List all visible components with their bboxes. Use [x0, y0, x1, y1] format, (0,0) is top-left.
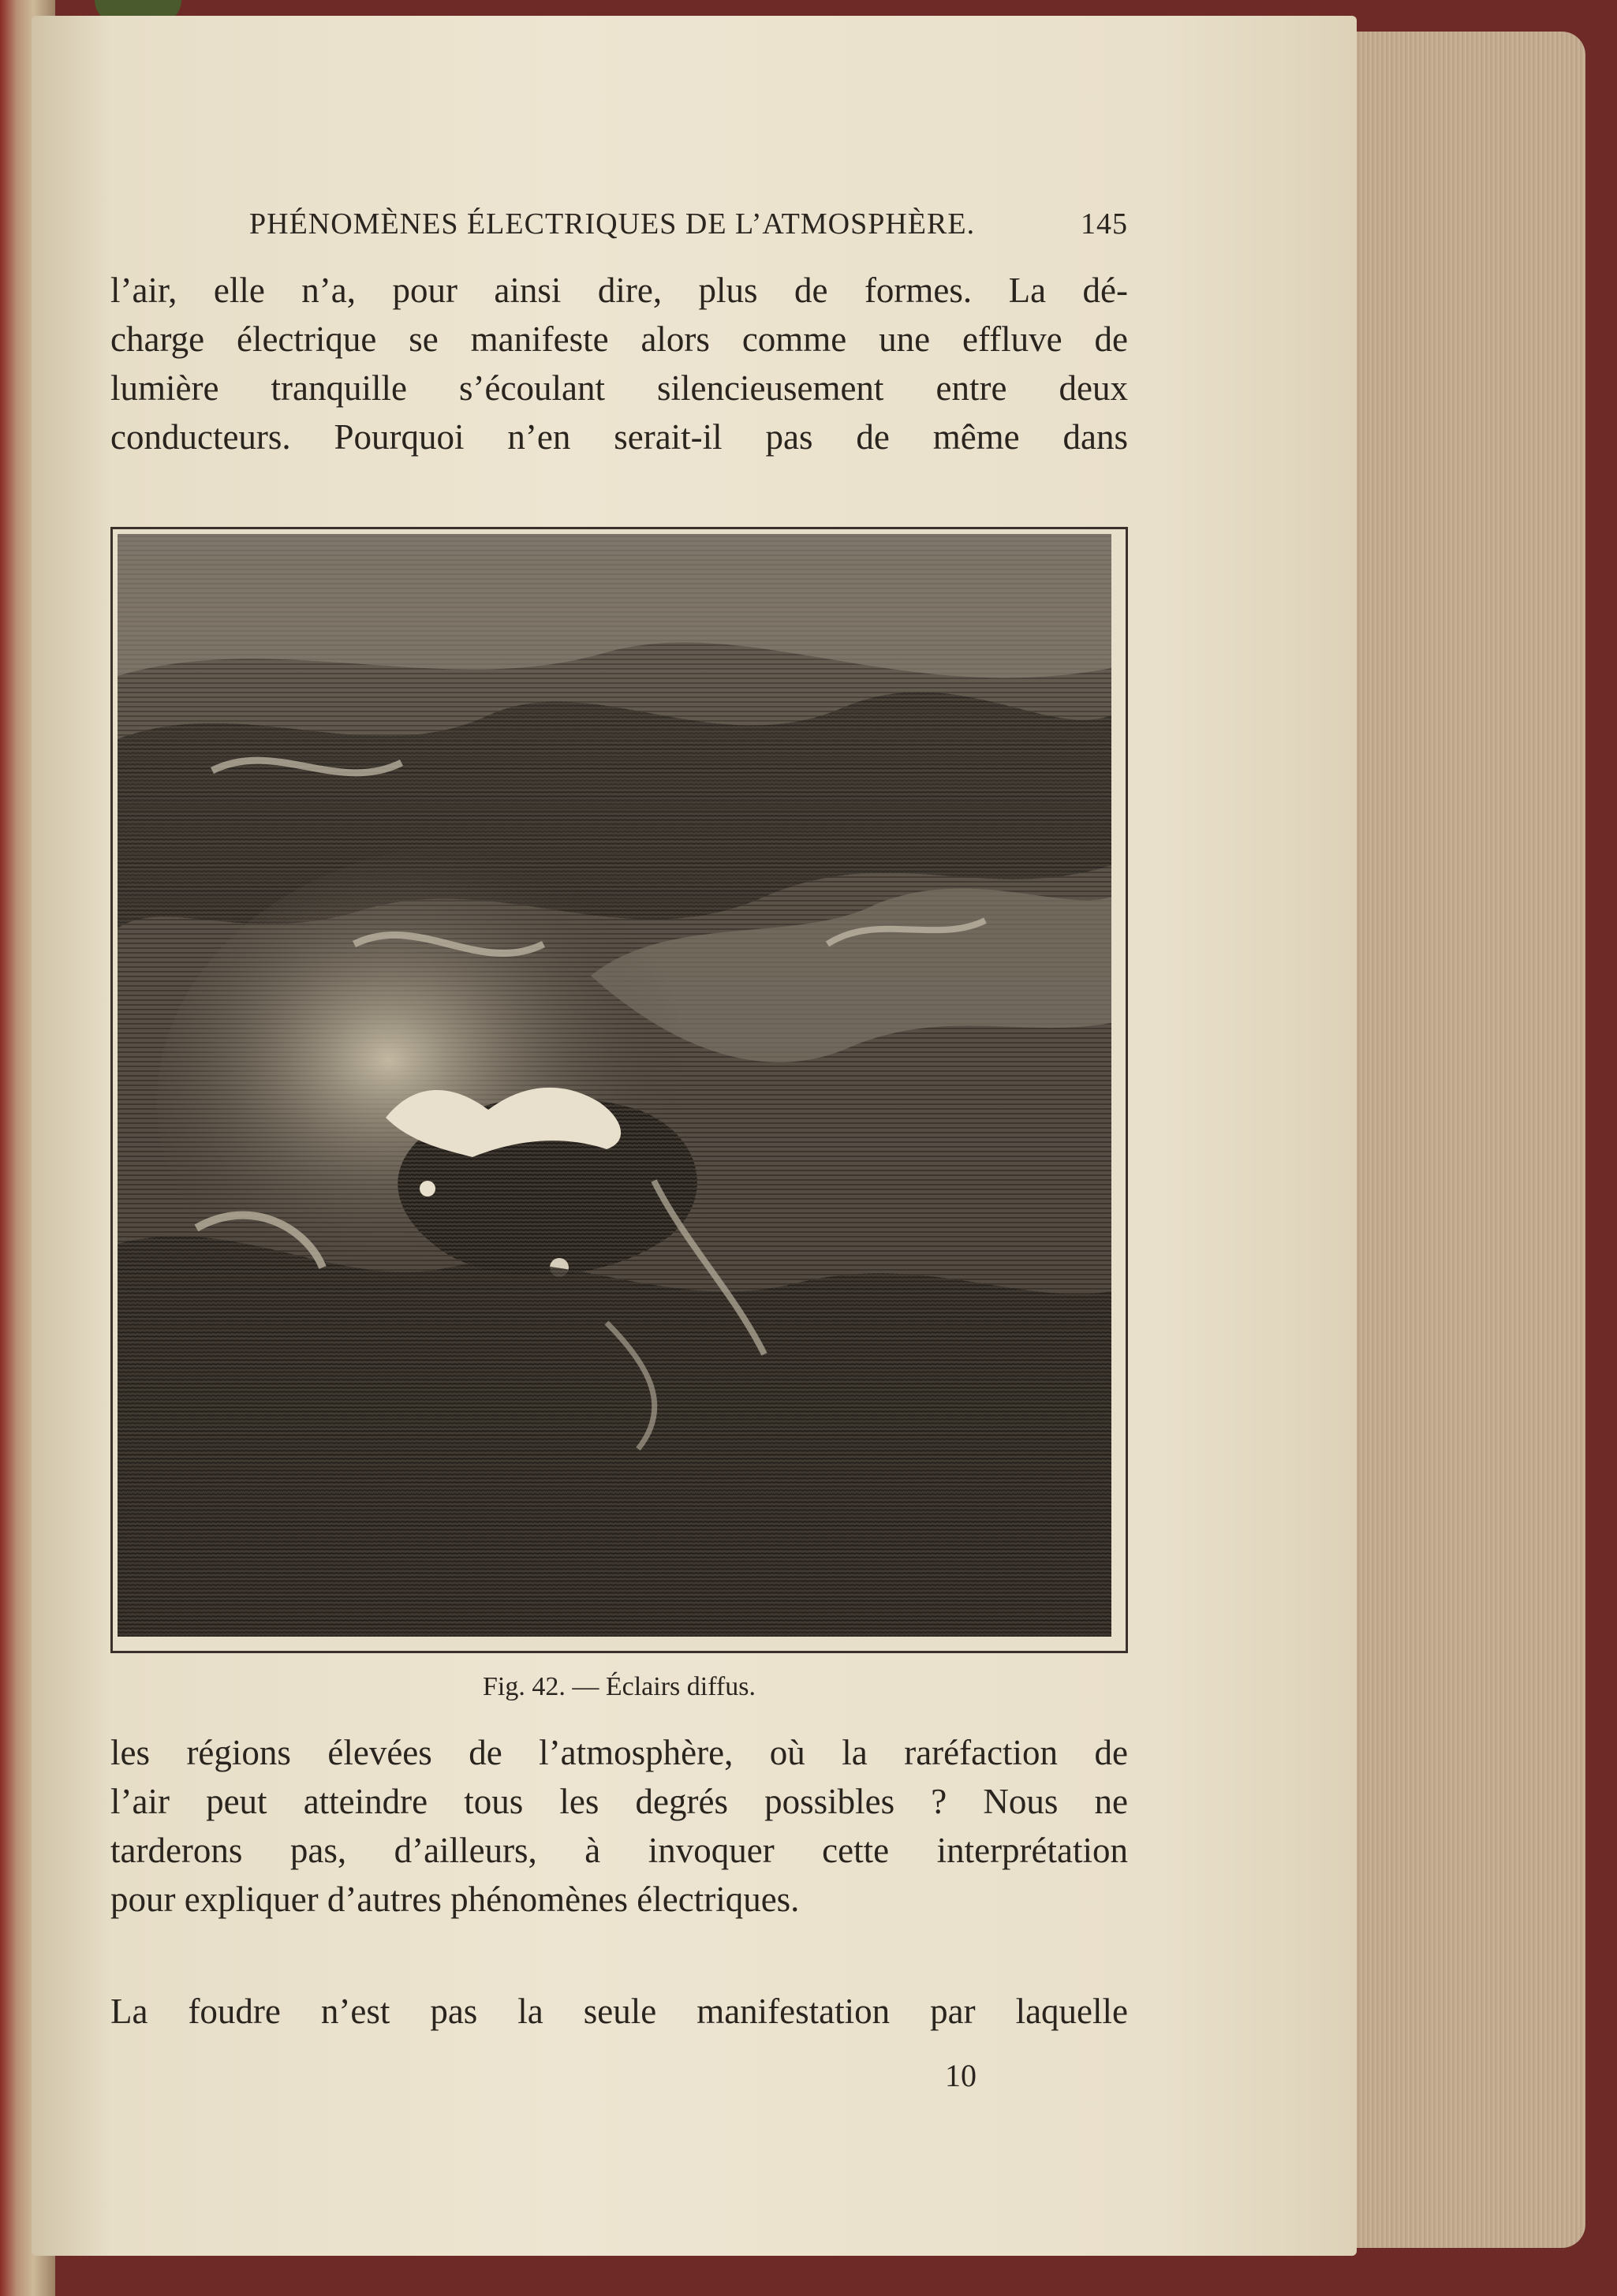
text-line: conducteurs. Pourquoi n’en serait-il pas de même dans — [110, 417, 1128, 457]
text-line: tarderons pas, d’ailleurs, à invoquer cette interprétation — [110, 1831, 1128, 1870]
text-line: l’air peut atteindre tous les degrés possibles ? Nous ne — [110, 1782, 1128, 1821]
running-head — [110, 207, 1128, 248]
text-line: lumière tranquille s’écoulant silencieusement entre deux — [110, 368, 1128, 408]
text-line: pour expliquer d’autres phénomènes électriques. — [110, 1880, 800, 1919]
page-number: 145 — [1081, 207, 1128, 241]
signature-mark: 10 — [945, 2058, 977, 2093]
page-block-edge — [1341, 32, 1585, 2248]
figure-caption: Fig. 42. — Éclairs diffus. — [483, 1672, 756, 1701]
storm-cloud-illustration — [118, 534, 1111, 1637]
text-line: La foudre n’est pas la seule manifestation par laquelle — [110, 1992, 1128, 2031]
running-head-title: PHÉNOMÈNES ÉLECTRIQUES DE L’ATMOSPHÈRE. — [249, 207, 976, 241]
text-line: l’air, elle n’a, pour ainsi dire, plus de formes. La dé- — [110, 271, 1128, 310]
figure-engraving — [110, 527, 1128, 1653]
text-line: les régions élevées de l’atmosphère, où la raréfaction de — [110, 1733, 1128, 1772]
text-line: charge électrique se manifeste alors comme une effluve de — [110, 319, 1128, 359]
